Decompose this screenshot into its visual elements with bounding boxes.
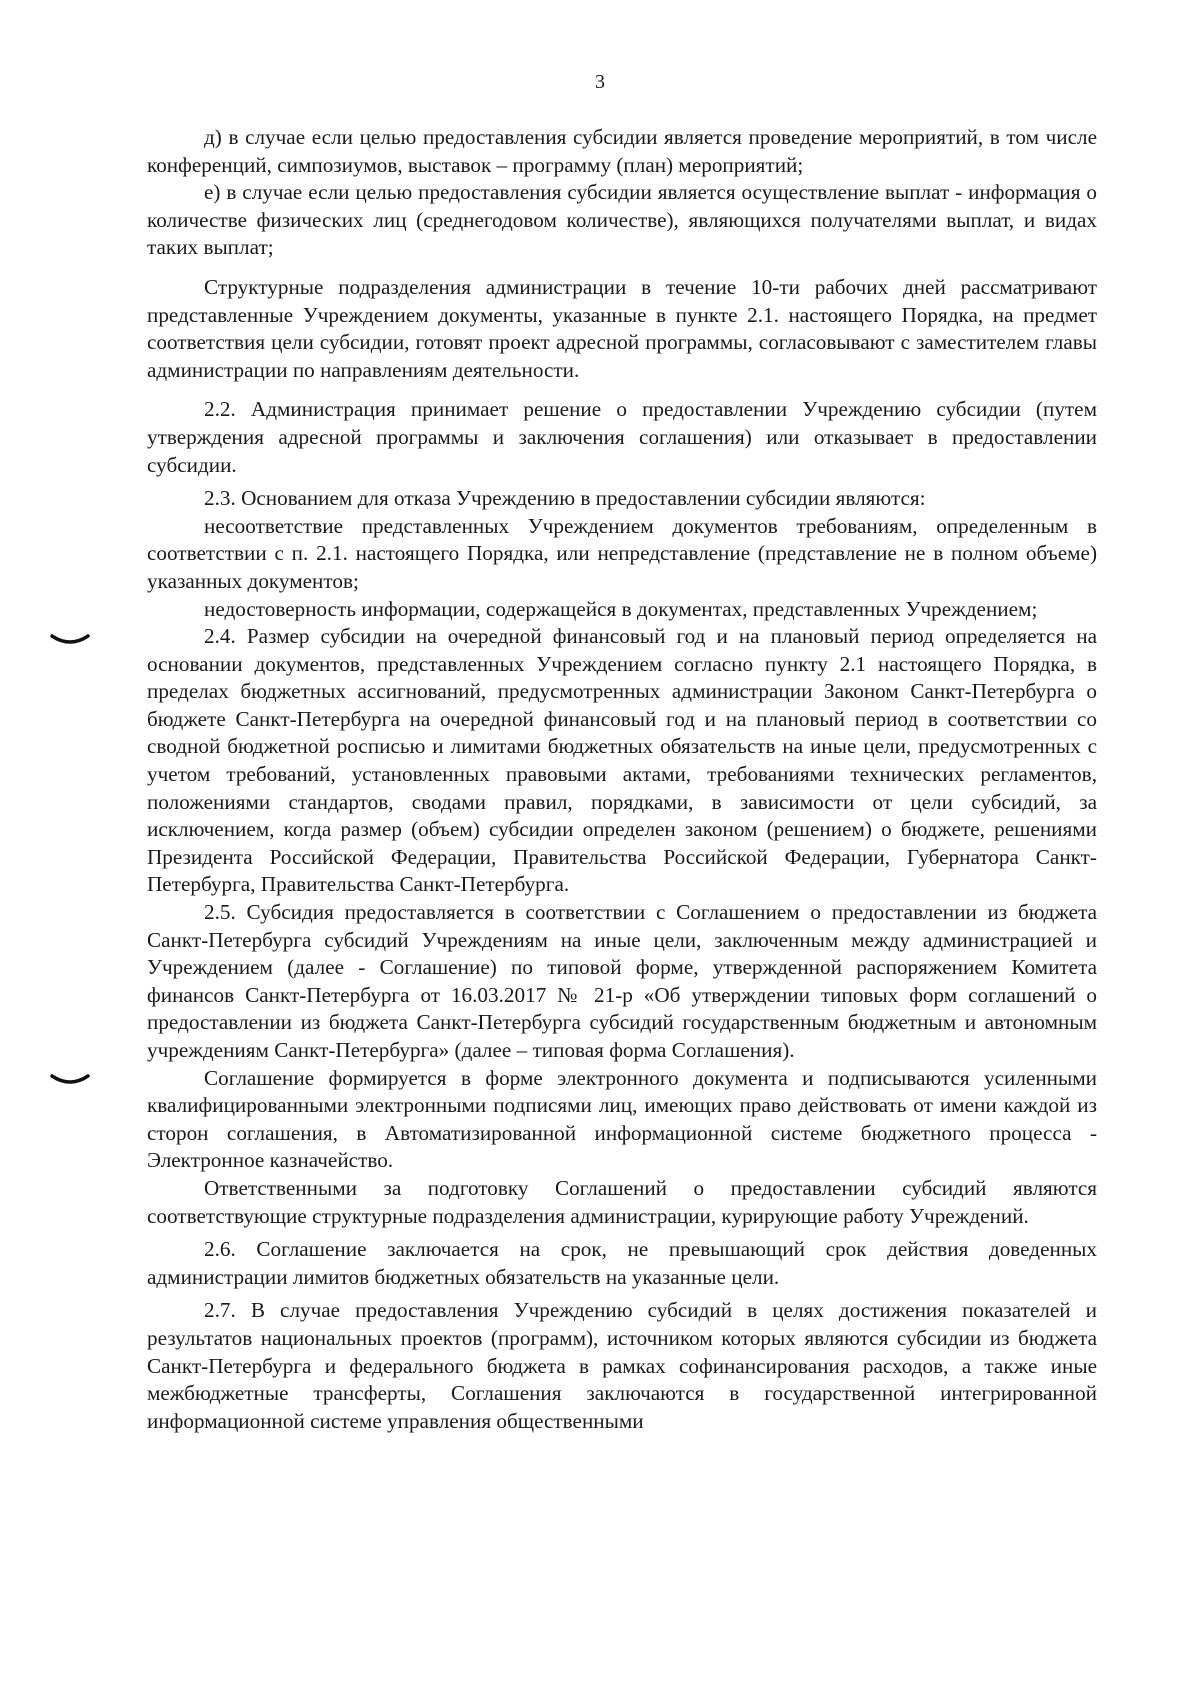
paragraph-item-d: д) в случае если целью предоставления субсидии является проведение мероприятий, в том числе конференций, симпозиумов, выставок – программу (план) мероприятий; (147, 125, 1097, 177)
paragraph-2-2: 2.2. Администрация принимает решение о предоставлении Учреждению субсидии (путем утверждения адресной программы и заключения соглашения) или отказывает в предоставлении субсидии. (147, 397, 1097, 477)
paragraph-agreement-form: Соглашение формируется в форме электронного документа и подписываются усиленными квалифицированными электронными подписями лиц, имеющих право действовать от имени каждой из сторон соглашения, в Автоматизированной информационной системе бюджетного процесса - Электронное казначейство. (147, 1065, 1097, 1173)
paragraph-review: Структурные подразделения администрации в течение 10-ти рабочих дней рассматривают представленные Учреждением документы, указанные в пункте 2.1. настоящего Порядка, на предмет соответствия цели субсидии, готовят проект адресной программы, согласовывают с заместителем главы администрации по направлениям деятельности. (147, 274, 1097, 382)
paragraph-2-7: 2.7. В случае предоставления Учреждению субсидий в целях достижения показателей и результатов национальных проектов (программ), источником которых являются субсидии из бюджета Санкт-Петербурга и федерального бюджета в рамках софинансирования расходов, а также иные межбюджетные трансферты, Соглашения заключаются в государственной интегрированной информационной системе управления общественными (147, 1298, 1097, 1433)
paragraph-responsible: Ответственными за подготовку Соглашений о предоставлении субсидий являются соответствующие структурные подразделения администрации, курирующие работу Учреждений. (147, 1175, 1097, 1228)
paragraph-refusal-ground-1: несоответствие представленных Учреждением документов требованиям, определенным в соответствии с п. 2.1. настоящего Порядка, или непредставление (представление не в полном объеме) указанных документов; (147, 513, 1097, 593)
page-number: 3 (595, 71, 605, 93)
paragraph-2-3: 2.3. Основанием для отказа Учреждению в предоставлении субсидии являются: (204, 486, 926, 511)
document-body (147, 124, 1097, 1435)
paragraph-2-4: 2.4. Размер субсидии на очередной финансовый год и на плановый период определяется на основании документов, представленных Учреждением согласно пункту 2.1 настоящего Порядка, в пределах бюджетных ассигнований, предусмотренных администрации Законом Санкт-Петербурга о бюджете Санкт-Петербурга на очередной финансовый год и на плановый период в соответствии со сводной бюджетной росписью и лимитами бюджетных обязательств на иные цели, предусмотренных с учетом требований, установленных правовыми актами, требованиями технических регламентов, положениями стандартов, сводами правил, порядками, в зависимости от цели субсидий, за исключением, когда размер (объем) субсидии определен законом (решением) о бюджете, решениями Президента Российской Федерации, Правительства Российской Федерации, Губернатора Санкт-Петербурга, Правительства Санкт-Петербурга. (147, 624, 1097, 897)
paragraph-item-e: е) в случае если целью предоставления субсидии является осуществление выплат - информация о количестве физических лиц (среднегодовом количестве), являющихся получателями выплат, и видах таких выплат; (147, 180, 1097, 260)
paragraph-2-6: 2.6. Соглашение заключается на срок, не превышающий срок действия доведенных администрации лимитов бюджетных обязательств на указанные цели. (147, 1237, 1097, 1289)
paragraph-2-5: 2.5. Субсидия предоставляется в соответствии с Соглашением о предоставлении из бюджета Санкт-Петербурга субсидий Учреждениям на иные цели, заключенным между администрацией и Учреждением (далее - Соглашение) по типовой форме, утвержденной распоряжением Комитета финансов Санкт-Петербурга от 16.03.2017 № 21-р «Об утверждении типовых форм соглашений о предоставлении из бюджета Санкт-Петербурга субсидий государственным бюджетным и автономным учреждениям Санкт-Петербурга» (далее – типовая форма Соглашения). (147, 900, 1097, 1062)
punch-hole-mark (50, 632, 90, 646)
punch-hole-mark (50, 1072, 90, 1086)
paragraph-refusal-ground-2: недостоверность информации, содержащейся в документах, представленных Учреждением; (204, 596, 1038, 621)
